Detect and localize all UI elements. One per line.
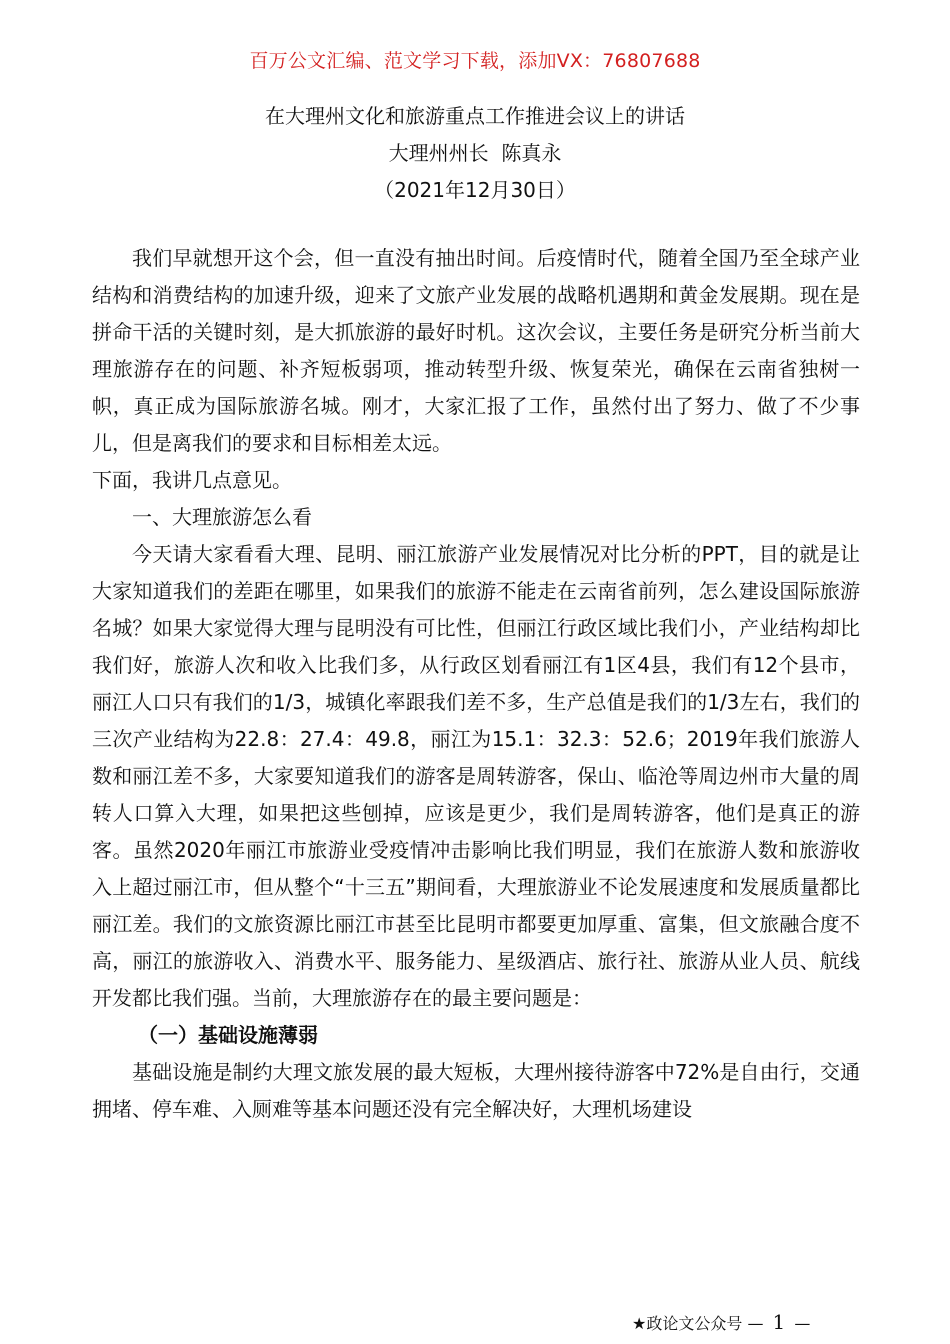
page-number: 1	[772, 1310, 786, 1334]
paragraph: 下面，我讲几点意见。	[92, 468, 292, 492]
section-heading: 一、大理旅游怎么看	[132, 505, 312, 529]
speech-date: （2021年12月30日）	[374, 178, 576, 202]
speech-author: 大理州州长 陈真永	[388, 141, 562, 165]
title-block	[0, 98, 950, 209]
footer-dash: —	[747, 1314, 764, 1333]
paragraph: 我们早就想开这个会，但一直没有抽出时间。后疫情时代，随着全国乃至全球产业结构和消费结构的加速升级，迎来了文旅产业发展的战略机遇期和黄金发展期。现在是拼命干活的关键时刻，是大抓旅游的最好时机。这次会议，主要任务是研究分析当前大理旅游存在的问题、补齐短板弱项，推动转型升级、恢复荣光，确保在云南省独树一帜，真正成为国际旅游名城。刚才，大家汇报了工作，虽然付出了努力、做了不少事儿，但是离我们的要求和目标相差太远。	[92, 246, 860, 455]
footer-source: ★政论文公众号	[632, 1314, 743, 1333]
paragraph: 基础设施是制约大理文旅发展的最大短板，大理州接待游客中72%是自由行，交通拥堵、停车难、入厕难等基本问题还没有完全解决好，大理机场建设	[92, 1060, 860, 1121]
footer-dash: —	[794, 1314, 811, 1333]
subsection-heading: （一）基础设施薄弱	[138, 1023, 318, 1047]
document-body	[92, 240, 860, 1128]
header-banner: 百万公文汇编、范文学习下载，添加VX：76807688	[249, 50, 701, 72]
paragraph: 今天请大家看看大理、昆明、丽江旅游产业发展情况对比分析的PPT，目的就是让大家知道我们的差距在哪里，如果我们的旅游不能走在云南省前列，怎么建设国际旅游名城？如果大家觉得大理与昆明没有可比性，但丽江行政区域比我们小，产业结构却比我们好，旅游人次和收入比我们多，从行政区划看丽江有1区4县，我们有12个县市，丽江人口只有我们的1/3，城镇化率跟我们差不多，生产总值是我们的1/3左右，我们的三次产业结构为22.8：27.4：49.8，丽江为15.1：32.3：52.6；2019年我们旅游人数和丽江差不多，大家要知道我们的游客是周转游客，保山、临沧等周边州市大量的周转人口算入大理，如果把这些刨掉，应该是更少，我们是周转游客，他们是真正的游客。虽然2020年丽江市旅游业受疫情冲击影响比我们明显，我们在旅游人数和旅游收入上超过丽江市，但从整个“十三五”期间看，大理旅游业不论发展速度和发展质量都比丽江差。我们的文旅资源比丽江市甚至比昆明市都要更加厚重、富集，但文旅融合度不高，丽江的旅游收入、消费水平、服务能力、星级酒店、旅行社、旅游从业人员、航线开发都比我们强。当前，大理旅游存在的最主要问题是：	[92, 542, 860, 1010]
page-footer	[632, 1310, 892, 1334]
speech-title: 在大理州文化和旅游重点工作推进会议上的讲话	[265, 104, 685, 128]
